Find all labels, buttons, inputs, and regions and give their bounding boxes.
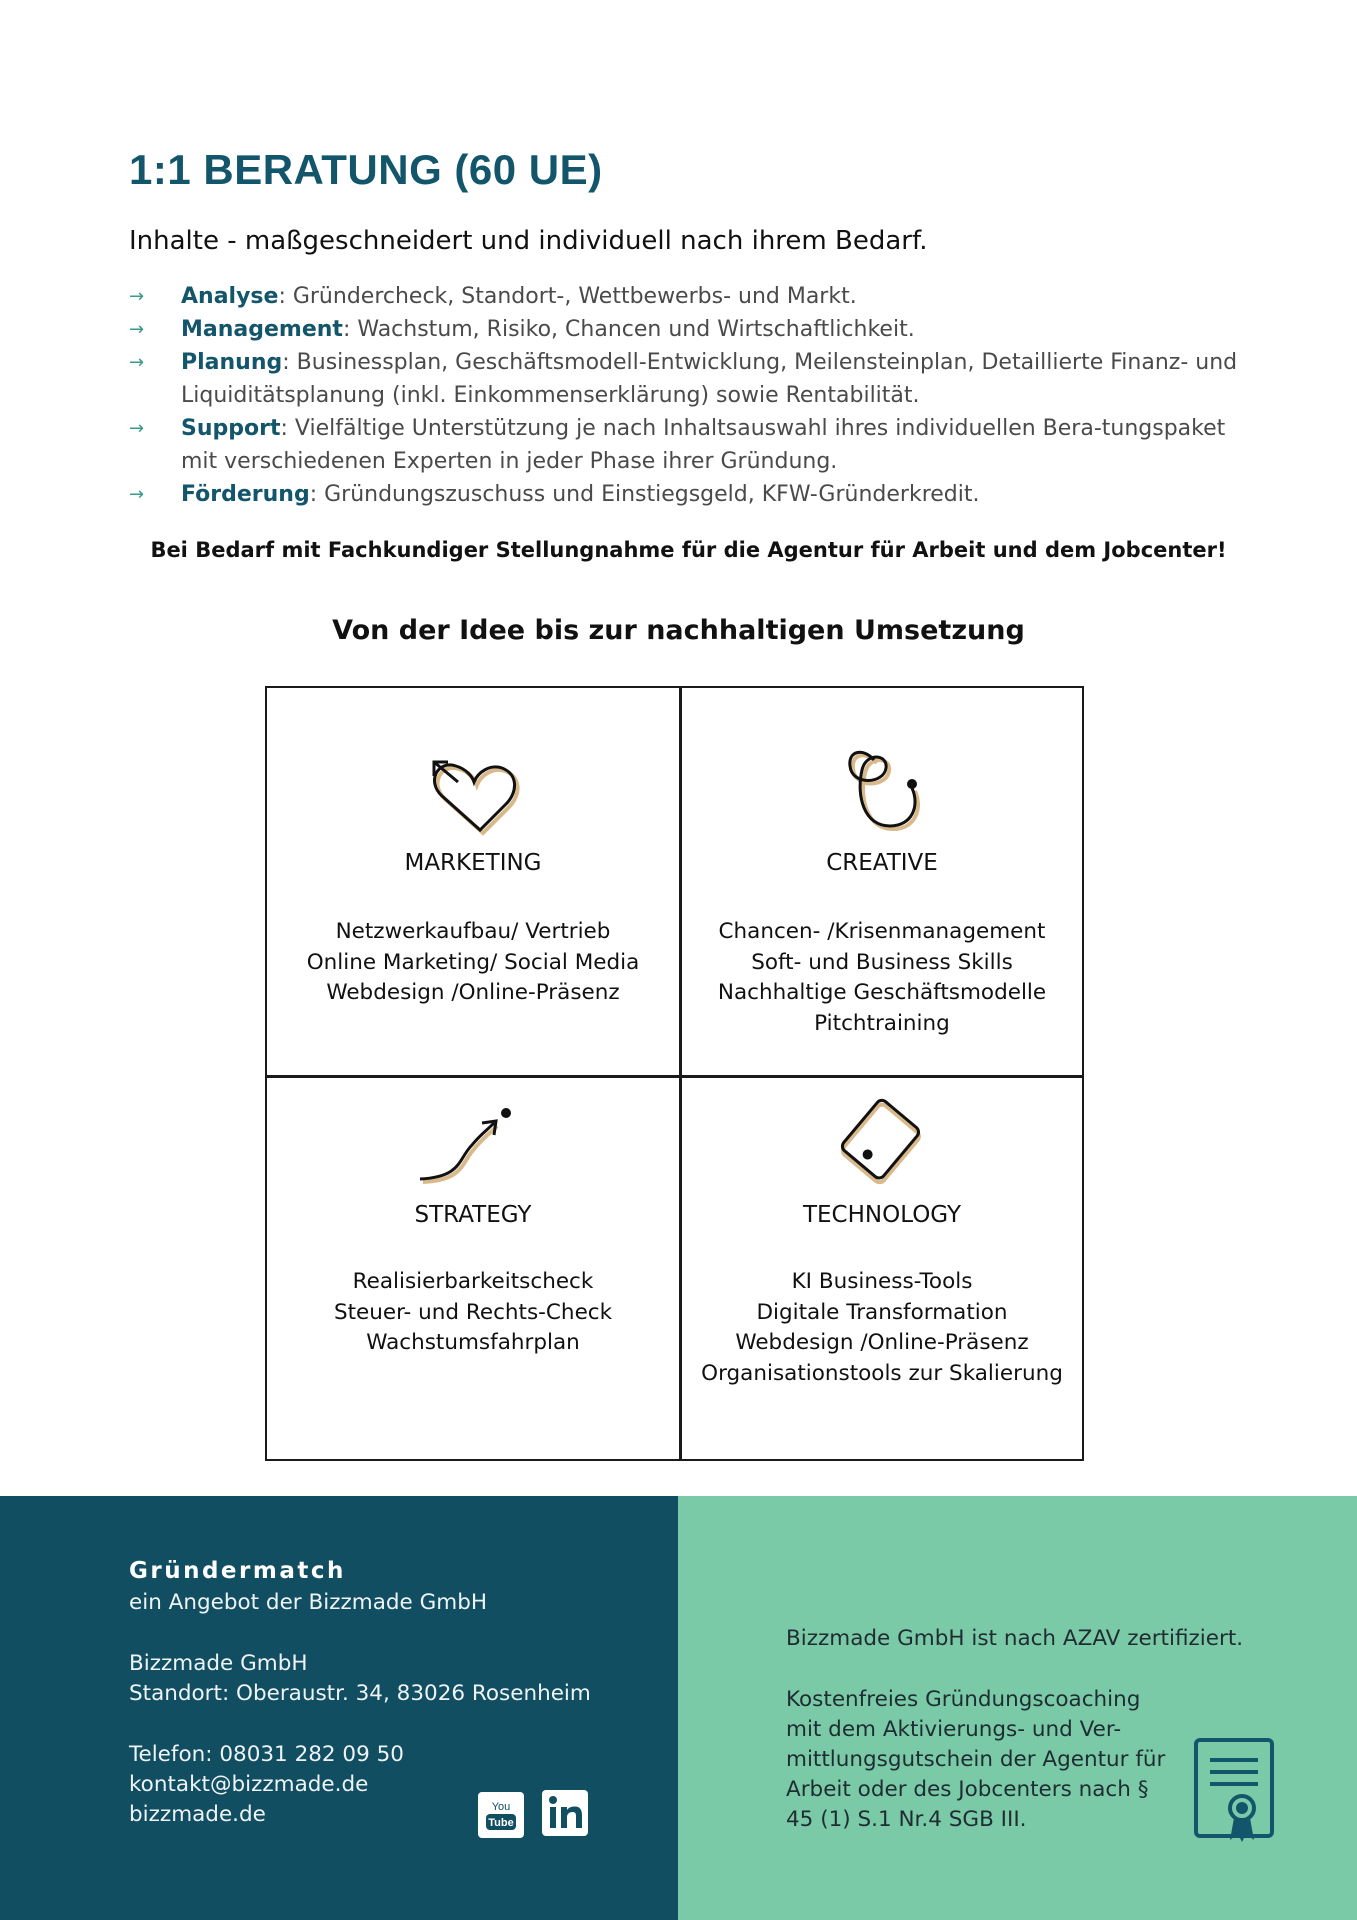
cell-item: Nachhaltige Geschäftsmodelle — [717, 980, 1047, 1005]
footer-website-link[interactable]: bizzmade.de — [129, 1802, 266, 1827]
notice-text: Bei Bedarf mit Fachkundiger Stellungnahme für die Agentur für Arbeit und dem Jobcenter! — [150, 538, 1227, 562]
list-item — [129, 478, 1239, 511]
arrow-right-icon: → — [129, 286, 145, 307]
cell-strategy — [267, 1077, 679, 1459]
cell-item: Steuer- und Rechts-Check — [333, 1299, 613, 1325]
cell-item: Digitale Transformation — [756, 1299, 1008, 1325]
cell-item: Wachstumsfahrplan — [366, 1330, 580, 1355]
list-item-text: : Businessplan, Geschäftsmodell-Entwicklung, Meilensteinplan, Detaillierte Finanz- und Liquiditätsplanung (inkl. Einkommenserklärung) sowie Rentabilität. — [181, 350, 1238, 408]
list-item-text: : Gründungszuschuss und Einstiegsgeld, KFW-Gründerkredit. — [309, 482, 980, 507]
cell-title: MARKETING — [404, 850, 542, 876]
list-item-keyword: Förderung — [181, 482, 310, 507]
cell-item: KI Business-Tools — [791, 1269, 973, 1294]
list-item — [129, 412, 1239, 478]
footer-company: Bizzmade GmbH — [129, 1651, 308, 1676]
list-item-keyword: Analyse — [181, 284, 279, 309]
heart-arrow-icon — [422, 748, 532, 838]
cell-item: Webdesign /Online-Präsenz — [326, 980, 620, 1005]
cell-items — [267, 917, 679, 1009]
section-title: Von der Idee bis zur nachhaltigen Umsetzung — [332, 615, 1025, 646]
list-item-text: : Vielfältige Unterstützung je nach Inhaltsauswahl ihres individuellen Bera-tungspaket mit verschiedenen Experten in jeder Phase ihrer Gründung. — [181, 416, 1226, 474]
arrow-right-icon: → — [129, 418, 145, 439]
growth-arrow-icon — [412, 1097, 522, 1187]
footer-email-link[interactable]: kontakt@bizzmade.de — [129, 1772, 369, 1797]
cell-technology — [681, 1077, 1083, 1459]
list-item-text: : Gründercheck, Standort-, Wettbewerbs- und Markt. — [278, 284, 857, 309]
list-item — [129, 313, 1239, 346]
arrow-right-icon: → — [129, 319, 145, 340]
list-item-keyword: Planung — [181, 350, 283, 375]
cell-title: STRATEGY — [414, 1202, 532, 1228]
cell-marketing — [267, 688, 679, 1075]
coaching-line: Arbeit oder des Jobcenters nach § — [786, 1777, 1149, 1802]
cell-item: Netzwerkaufbau/ Vertrieb — [335, 919, 611, 944]
cell-item: Chancen- /Krisenmanagement — [718, 919, 1046, 944]
cell-item: Organisationstools zur Skalierung — [701, 1360, 1063, 1386]
cell-item: Soft- und Business Skills — [751, 949, 1013, 975]
list-item-keyword: Management — [181, 317, 343, 342]
cell-item: Pitchtraining — [814, 1010, 950, 1036]
coaching-line: mit dem Aktivierungs- und Ver- — [786, 1717, 1122, 1742]
footer-tagline: ein Angebot der Bizzmade GmbH — [129, 1590, 488, 1615]
list-item-text: : Wachstum, Risiko, Chancen und Wirtschaftlichkeit. — [342, 317, 915, 342]
youtube-label-tube: Tube — [488, 1817, 514, 1829]
arrow-right-icon: → — [129, 484, 145, 505]
content-list — [129, 280, 1239, 511]
coaching-line: mittlungsgutschein der Agentur für — [786, 1747, 1166, 1772]
cell-creative — [681, 688, 1083, 1075]
cell-items — [681, 1267, 1083, 1389]
cell-item: Online Marketing/ Social Media — [306, 949, 640, 975]
certification-text: Bizzmade GmbH ist nach AZAV zertifiziert. — [786, 1626, 1244, 1651]
linkedin-icon[interactable] — [542, 1790, 588, 1836]
cell-title: CREATIVE — [826, 850, 938, 876]
footer-certification — [678, 1496, 1357, 1920]
coaching-line: 45 (1) S.1 Nr.4 SGB III. — [786, 1807, 1027, 1832]
cell-items — [681, 917, 1083, 1039]
list-item — [129, 346, 1239, 412]
page-title: 1:1 BERATUNG (60 UE) — [129, 146, 603, 193]
cell-items — [267, 1267, 679, 1359]
youtube-icon[interactable] — [478, 1792, 524, 1838]
footer-brand: Gründermatch — [129, 1558, 346, 1584]
page-subtitle: Inhalte - maßgeschneidert und individuell nach ihrem Bedarf. — [129, 226, 928, 256]
coaching-line: Kostenfreies Gründungscoaching — [786, 1687, 1141, 1712]
arrow-right-icon: → — [129, 352, 145, 373]
swirl-icon — [826, 740, 936, 840]
cell-title: TECHNOLOGY — [802, 1202, 962, 1228]
footer-contact — [0, 1496, 678, 1920]
youtube-label-you: You — [491, 1801, 511, 1813]
coaching-text — [786, 1685, 1176, 1835]
certificate-icon — [1192, 1736, 1276, 1846]
cell-item: Realisierbarkeitscheck — [352, 1269, 594, 1294]
tablet-icon — [826, 1087, 936, 1187]
list-item-keyword: Support — [181, 416, 281, 441]
list-item — [129, 280, 1239, 313]
cell-item: Webdesign /Online-Präsenz — [735, 1330, 1029, 1355]
service-grid — [265, 686, 1084, 1461]
footer-phone[interactable]: Telefon: 08031 282 09 50 — [129, 1742, 404, 1767]
footer-address: Standort: Oberaustr. 34, 83026 Rosenheim — [129, 1681, 591, 1706]
